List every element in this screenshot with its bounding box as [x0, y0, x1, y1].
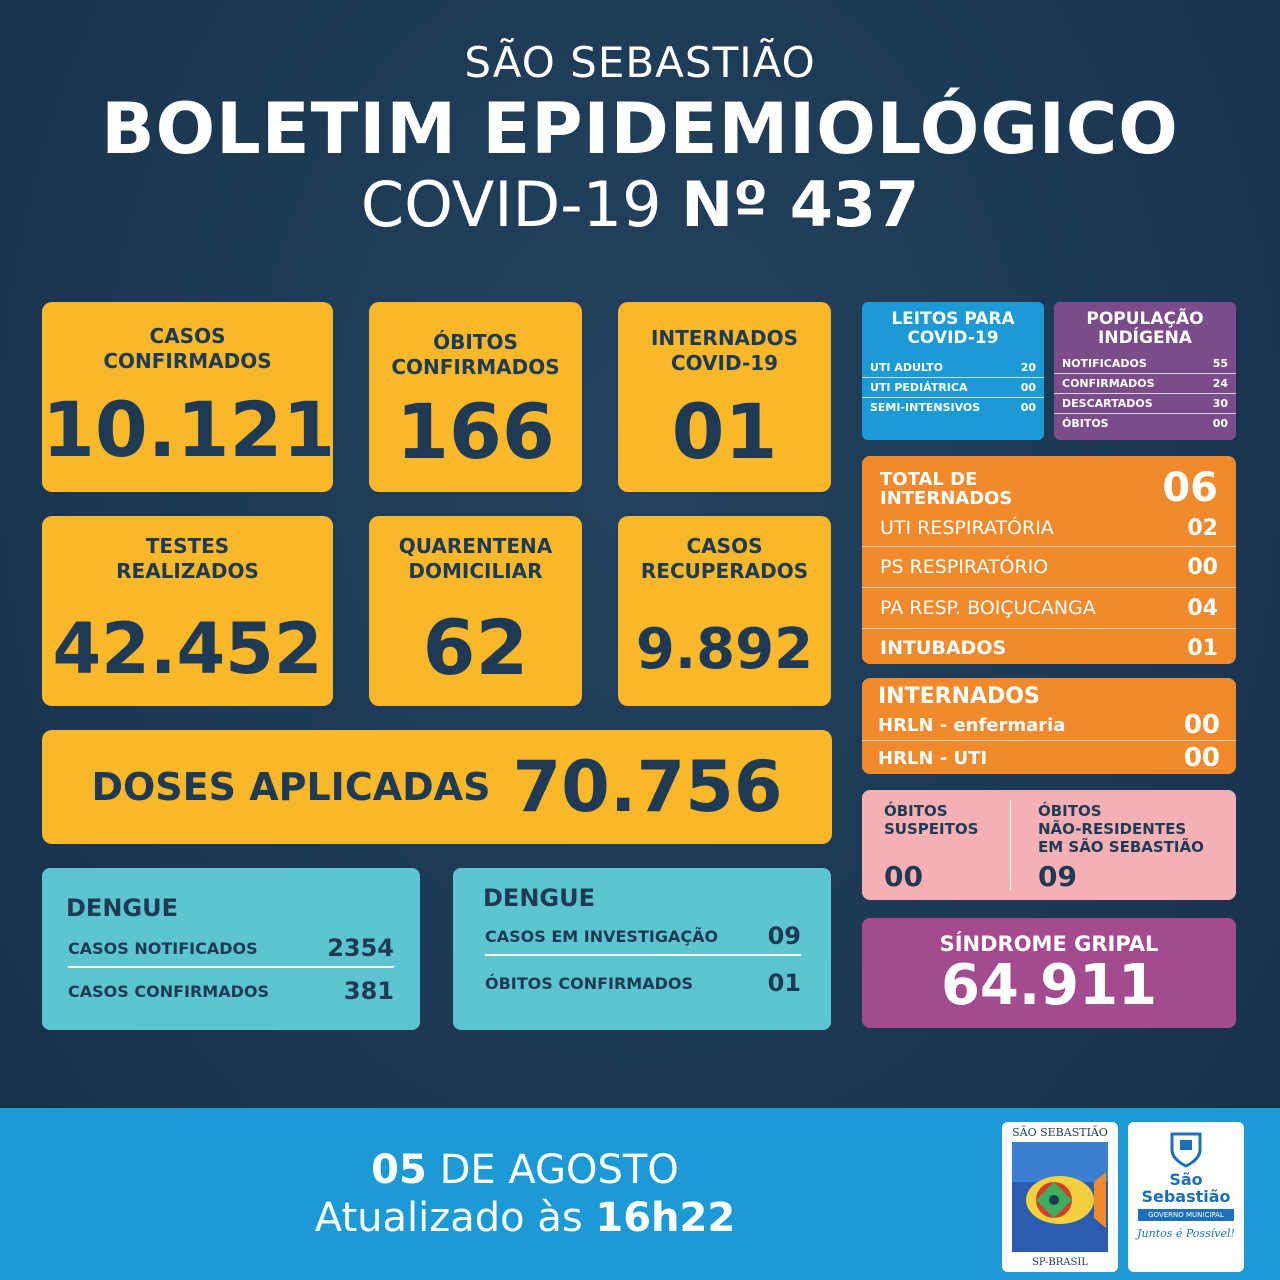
row-value: 55 [1212, 357, 1228, 370]
header-covid: COVID-19 [360, 168, 662, 241]
card-obitos-confirmados [369, 302, 582, 492]
label-line: NÃO-RESIDENTES [1038, 820, 1187, 838]
row-value: 00 [1212, 417, 1228, 430]
row-value: 00 [1187, 554, 1218, 580]
row-value: 00 [1020, 401, 1036, 414]
card-value: 42.452 [52, 608, 323, 690]
row-label: CASOS NOTIFICADOS [68, 938, 258, 958]
logo-slogan: Juntos é Possível! [1137, 1227, 1235, 1240]
header-subtitle [0, 168, 1280, 241]
row-label: ÓBITOS CONFIRMADOS [485, 973, 694, 993]
row-label: DESCARTADOS [1062, 397, 1153, 410]
card-value: 166 [396, 387, 555, 476]
row-label: HRLN - enfermaria [878, 714, 1066, 736]
logo-bottom-text: SP-BRASIL [1032, 1257, 1088, 1268]
header-number: Nº 437 [681, 168, 920, 241]
logo-top-text: SÃO SEBASTIÃO [1012, 1126, 1108, 1139]
row-label: CASOS CONFIRMADOS [68, 981, 269, 1001]
card-label: INTERNADOS [650, 326, 799, 350]
row-label: HRLN - UTI [878, 747, 988, 769]
row-label: UTI ADULTO [870, 361, 943, 374]
total-internados-value: 06 [1162, 465, 1218, 511]
obitos-suspeitos-label [884, 802, 978, 838]
card-internados-covid [618, 302, 831, 492]
card-label: CONFIRMADOS [103, 349, 272, 373]
card-label: RECUPERADOS [640, 559, 809, 583]
row-value: 00 [1183, 710, 1220, 740]
row-value: 24 [1212, 377, 1228, 390]
leitos-title-line: COVID-19 [907, 328, 999, 348]
total-internados-title [880, 470, 1012, 510]
card-value: 10.121 [42, 385, 336, 474]
logo-name-line: São [1169, 1170, 1203, 1189]
row-label: PS RESPIRATÓRIO [880, 556, 1049, 578]
list-item [1054, 354, 1236, 374]
footer-month: DE AGOSTO [439, 1147, 679, 1193]
indigena-title-line: INDÍGENA [1098, 328, 1192, 348]
row-label: INTUBADOS [880, 637, 1007, 659]
row-value: 2354 [327, 934, 394, 962]
card-value: 62 [422, 603, 529, 692]
card-label: COVID-19 [670, 351, 779, 375]
list-item [862, 398, 1044, 417]
row-value: 01 [767, 969, 801, 997]
row-label: UTI PEDIÁTRICA [870, 381, 968, 394]
divider [1010, 800, 1011, 890]
logo-name-line: Sebastião [1141, 1187, 1231, 1206]
leitos-panel [862, 302, 1044, 440]
card-testes-realizados [42, 516, 333, 706]
card-label: CONFIRMADOS [391, 355, 560, 379]
header-title: BOLETIM EPIDEMIOLÓGICO [101, 88, 1179, 170]
obitos-suspeitos-value: 00 [884, 860, 923, 893]
row-label: CONFIRMADOS [1062, 377, 1155, 390]
list-item [862, 588, 1236, 629]
card-quarentena [369, 516, 582, 706]
row-label: NOTIFICADOS [1062, 357, 1147, 370]
list-item [485, 918, 801, 956]
footer-time: 16h22 [595, 1195, 736, 1241]
total-internados-panel [862, 456, 1236, 664]
header-city: SÃO SEBASTIÃO [464, 38, 816, 87]
card-label: ÓBITOS [433, 330, 518, 354]
row-value: 20 [1020, 361, 1036, 374]
leitos-title [862, 310, 1044, 348]
list-item [862, 629, 1236, 667]
list-item [862, 510, 1236, 547]
row-label: ÓBITOS [1062, 417, 1109, 430]
doses-label: DOSES APLICADAS [91, 765, 491, 809]
list-item [68, 972, 394, 1010]
list-item [862, 547, 1236, 588]
indigena-list [1054, 354, 1236, 433]
list-item [1054, 374, 1236, 394]
sindrome-value: 64.911 [940, 953, 1158, 1018]
label-line: ÓBITOS [884, 802, 948, 820]
title-line: INTERNADOS [880, 488, 1013, 509]
list-item [862, 710, 1236, 741]
indigena-title-line: POPULAÇÃO [1086, 309, 1204, 329]
internados-title: INTERNADOS [878, 684, 1040, 709]
dengue-panel-2 [453, 868, 831, 1030]
row-value: 04 [1187, 595, 1218, 621]
doses-value: 70.756 [512, 746, 783, 828]
card-label: TESTES [145, 534, 230, 558]
dengue-title: DENGUE [483, 884, 595, 912]
row-value: 09 [767, 922, 801, 950]
dengue-panel-1 [42, 868, 420, 1030]
row-label: CASOS EM INVESTIGAÇÃO [485, 926, 719, 946]
leitos-list [862, 358, 1044, 417]
obitos-nao-residentes-value: 09 [1038, 860, 1077, 893]
label-line: SUSPEITOS [884, 820, 979, 838]
row-label: UTI RESPIRATÓRIA [880, 517, 1054, 539]
row-value: 00 [1183, 743, 1220, 773]
fish-emblem-icon [1012, 1142, 1108, 1252]
footer-day: 05 [371, 1147, 427, 1193]
indigena-title [1054, 310, 1236, 348]
list-item [68, 930, 394, 968]
title-line: TOTAL DE [880, 469, 978, 490]
label-line: ÓBITOS [1038, 802, 1102, 820]
row-value: 01 [1187, 635, 1218, 661]
list-item [485, 964, 801, 1002]
card-casos-recuperados [618, 516, 831, 706]
row-value: 381 [343, 977, 394, 1005]
footer [0, 1108, 1280, 1280]
total-internados-header [862, 456, 1236, 510]
footer-updated: Atualizado às [314, 1195, 583, 1241]
list-item [862, 741, 1236, 775]
city-emblem-logo [1002, 1122, 1118, 1272]
coat-of-arms-icon [1169, 1130, 1203, 1168]
row-label: SEMI-INTENSIVOS [870, 401, 981, 414]
label-line: EM SÃO SEBASTIÃO [1038, 838, 1204, 856]
logo-subtitle: GOVERNO MUNICIPAL [1138, 1209, 1234, 1221]
row-label: PA RESP. BOIÇUCANGA [880, 597, 1096, 619]
internados-hrln-panel [862, 678, 1236, 774]
list-item [862, 358, 1044, 378]
leitos-title-line: LEITOS PARA [891, 309, 1015, 329]
card-doses-aplicadas [42, 730, 832, 844]
obitos-extra-panel [862, 790, 1236, 900]
list-item [862, 378, 1044, 398]
card-label: REALIZADOS [116, 559, 259, 583]
card-value: 9.892 [635, 617, 814, 682]
card-label: CASOS [686, 534, 763, 558]
card-label: DOMICILIAR [408, 559, 543, 583]
dengue-title: DENGUE [66, 894, 178, 922]
footer-date [0, 1146, 1050, 1242]
row-value: 30 [1212, 397, 1228, 410]
card-label: CASOS [149, 324, 226, 348]
sindrome-label: SÍNDROME GRIPAL [939, 932, 1159, 956]
government-logo [1128, 1122, 1244, 1272]
sindrome-gripal-panel [862, 918, 1236, 1028]
list-item [1054, 394, 1236, 414]
obitos-nao-residentes-label [1038, 802, 1204, 856]
list-item [1054, 414, 1236, 433]
card-casos-confirmados [42, 302, 336, 492]
row-value: 02 [1187, 515, 1218, 541]
indigena-panel [1054, 302, 1236, 440]
row-value: 00 [1020, 381, 1036, 394]
card-value: 01 [671, 387, 778, 476]
card-label: QUARENTENA [398, 534, 553, 558]
